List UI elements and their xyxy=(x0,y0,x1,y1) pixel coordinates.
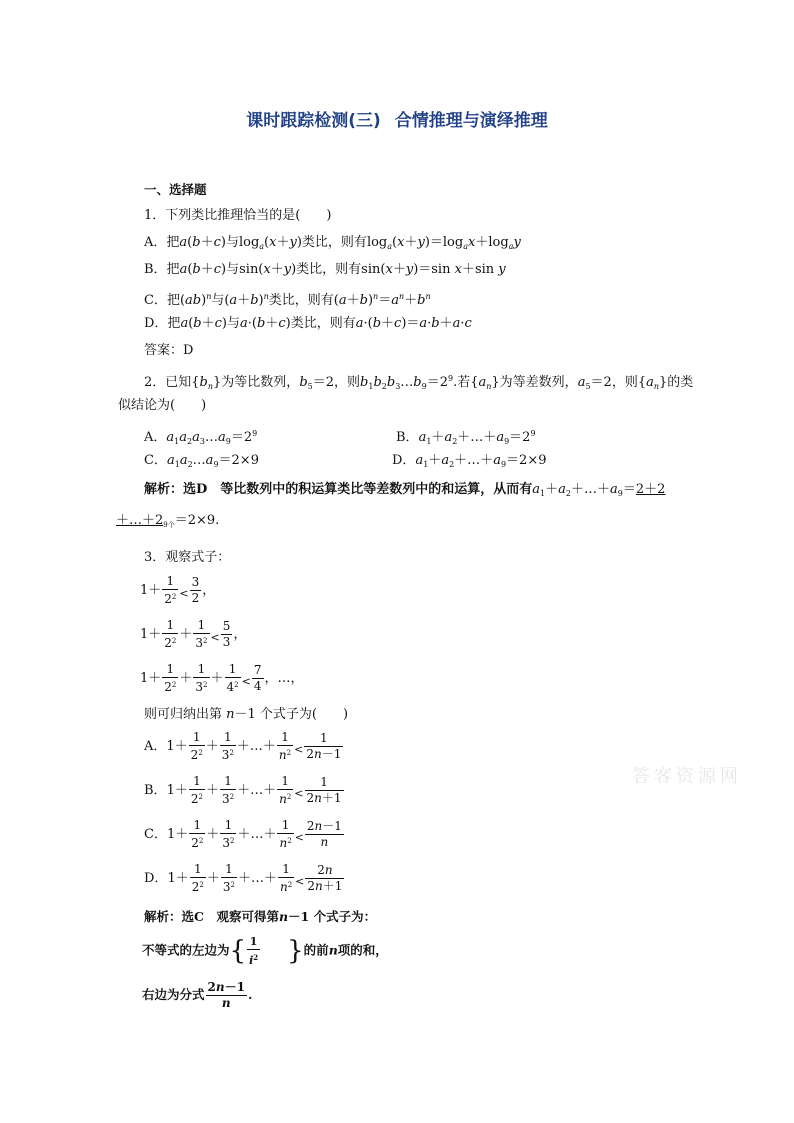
title-part1: 课时跟踪检测(三) xyxy=(246,111,381,131)
q2-stem-line2: 似结论为( ) xyxy=(118,398,207,413)
q3-solution-line1: 解析：选C 观察可得第n－1 个式子为： xyxy=(144,909,377,924)
q3-solution-line3: 右边为分式 $\frac{2n-1}{n}$ . xyxy=(142,980,253,1010)
q2-option-d: D．$a_1+a_2+\dots+a_9=2\times 9$ xyxy=(392,453,547,469)
q1-option-a: A．把a(b＋c)与$\log_a(x+y)$类比，则有$\log_a(x+y)=\log_ax+\log_ay$ xyxy=(144,235,521,251)
q2-solution-line2: $+\dots+2_{9个}=2\times 9$. xyxy=(116,513,220,529)
q2-solution: 解析：选D 等比数列中的积运算类比等差数列中的和运算，从而有$a_1+a_2+\dots+a_9=2+2$ xyxy=(144,482,666,498)
q2-stem: 2．已知$\{b_n\}$为等比数列，$b_5=2$，则$b_1b_2b_3\dots b_9=2^9$.若$\{a_n\}$为等差数列，$a_5=2$，则$\{a_n\}$的类 xyxy=(144,374,694,391)
q1-option-d: D．把a(b＋c)与a·(b＋c)类比，则有a·(b＋c)＝a·b＋a·c xyxy=(144,316,472,331)
q3-option-d: D．1＋ $\frac{1}{2^2}$ ＋ $\frac{1}{3^2}$ ＋…＋ $\frac{1}{n^2}$ $_<$ $\frac{2n}{2n+1}$ xyxy=(144,862,343,894)
q3-formula-2: 1＋ $\frac{1}{2^2}$ ＋ $\frac{1}{3^2}$ $_<$ $\frac{5}{3}$ ， xyxy=(140,618,247,650)
q3-solution-line2: 不等式的左边为{ $\frac{1}{i^2}$ }的前n项的和， xyxy=(142,935,388,967)
q2-option-b: B．$a_1+a_2+\dots+a_9=2^9$ xyxy=(396,429,536,446)
q2-option-c: C．$a_1a_2\dots a_9=2\times 9$ xyxy=(144,453,259,469)
q1-option-c: C．把(ab)$^n$与$(a+b)^n$类比，则有$(a+b)^n=a^n+b^n$ xyxy=(144,292,431,308)
q3-formula-3: 1＋ $\frac{1}{2^2}$ ＋ $\frac{1}{3^2}$ ＋ $\frac{1}{4^2}$ $_<$ $\frac{7}{4}$ ，…， xyxy=(140,662,304,694)
q3-option-c: C．1＋ $\frac{1}{2^2}$ ＋ $\frac{1}{3^2}$ ＋…＋ $\frac{1}{n^2}$ $_<$ $\frac{2n-1}{n}$ xyxy=(144,818,342,850)
q2-option-a: A．$a_1a_2a_3\dots a_9=2^9$ xyxy=(144,429,258,446)
section-heading: 一、选择题 xyxy=(144,182,207,197)
q1-stem: 1．下列类比推理恰当的是( ) xyxy=(144,208,332,223)
title-part2: 合情推理与演绎推理 xyxy=(394,111,548,131)
q1-answer: 答案：D xyxy=(144,343,194,358)
q3-formula-1: 1＋ $\frac{1}{2^2}$ $_<$ $\frac{3}{2}$ ， xyxy=(140,574,216,606)
q3-option-b: B．1＋ $\frac{1}{2^2}$ ＋ $\frac{1}{3^2}$ ＋…＋ $\frac{1}{n^2}$ $_<$ $\frac{1}{2n+1}$ xyxy=(144,774,342,806)
q1-option-b: B．把a(b＋c)与sin(x＋y)类比，则有sin(x＋y)＝sin x＋sin y xyxy=(144,262,506,277)
q3-stem: 3．观察式子： xyxy=(144,550,231,565)
page-title xyxy=(0,106,794,131)
q3-ask: 则可归纳出第 n－1 个式子为( ) xyxy=(144,707,349,722)
q3-option-a: A．1＋ $\frac{1}{2^2}$ ＋ $\frac{1}{3^2}$ ＋…＋ $\frac{1}{n^2}$ $_<$ $\frac{1}{2n-1}$ xyxy=(144,730,342,762)
watermark: 答客资源网 xyxy=(632,766,742,787)
